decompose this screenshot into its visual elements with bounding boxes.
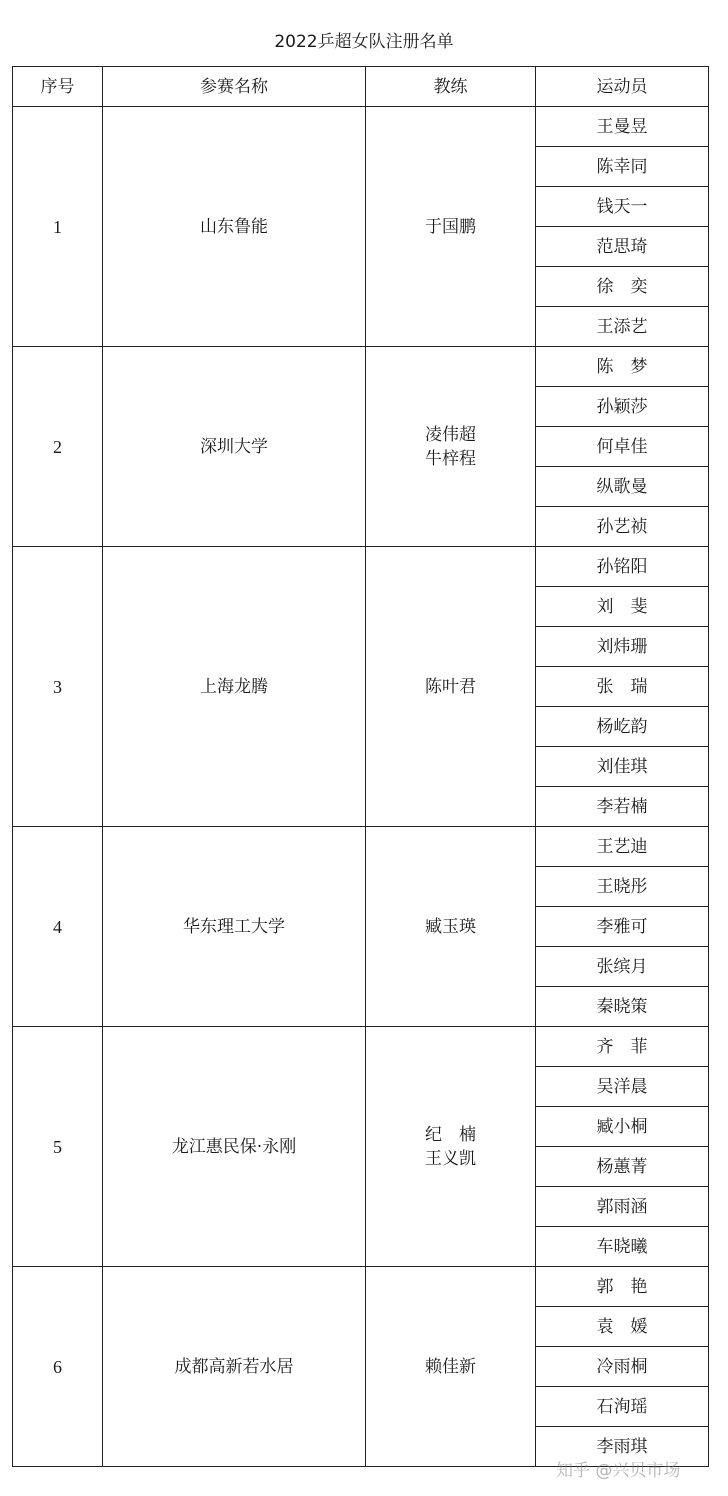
player-name: 陈 梦 (536, 347, 709, 387)
team-name: 深圳大学 (103, 347, 366, 547)
player-name: 郭雨涵 (536, 1187, 709, 1227)
player-name: 袁 媛 (536, 1307, 709, 1347)
player-name: 陈幸同 (536, 147, 709, 187)
team-name: 上海龙腾 (103, 547, 366, 827)
team-index: 3 (13, 547, 103, 827)
team-index: 5 (13, 1027, 103, 1267)
watermark: 知乎 @兴贝市场 (556, 1461, 681, 1481)
coach-name: 赖佳新 (425, 1356, 476, 1377)
player-name: 车晓曦 (536, 1227, 709, 1267)
coach-name: 王义凯 (425, 1148, 476, 1169)
player-name: 刘佳琪 (536, 747, 709, 787)
roster-table (12, 66, 709, 1467)
player-name: 秦晓策 (536, 987, 709, 1027)
coach-name: 牛梓程 (425, 448, 476, 469)
player-name: 冷雨桐 (536, 1347, 709, 1387)
player-name: 王添艺 (536, 307, 709, 347)
team-index: 6 (13, 1267, 103, 1467)
team-index: 2 (13, 347, 103, 547)
team-coaches (366, 1027, 536, 1267)
table-row (13, 547, 709, 587)
player-name: 石洵瑶 (536, 1387, 709, 1427)
coach-name: 纪 楠 (425, 1124, 476, 1145)
header-index: 序号 (13, 67, 103, 107)
team-name: 龙江惠民保·永刚 (103, 1027, 366, 1267)
player-name: 臧小桐 (536, 1107, 709, 1147)
team-name: 华东理工大学 (103, 827, 366, 1027)
player-name: 王艺迪 (536, 827, 709, 867)
coach-name: 陈叶君 (425, 676, 476, 697)
team-coaches (366, 1267, 536, 1467)
player-name: 徐 奕 (536, 267, 709, 307)
table-row (13, 1027, 709, 1067)
coach-name: 凌伟超 (425, 424, 476, 445)
table-row (13, 107, 709, 147)
player-name: 王曼昱 (536, 107, 709, 147)
team-coaches (366, 547, 536, 827)
player-name: 吴洋晨 (536, 1067, 709, 1107)
team-index: 4 (13, 827, 103, 1027)
player-name: 杨蕙菁 (536, 1147, 709, 1187)
player-name: 王晓彤 (536, 867, 709, 907)
player-name: 张 瑞 (536, 667, 709, 707)
player-name: 李雨琪 (536, 1427, 709, 1467)
player-name: 孙艺祯 (536, 507, 709, 547)
team-index: 1 (13, 107, 103, 347)
table-row (13, 827, 709, 867)
coach-name: 于国鹏 (425, 216, 476, 237)
header-team-name: 参赛名称 (103, 67, 366, 107)
player-name: 孙颖莎 (536, 387, 709, 427)
player-name: 杨屹韵 (536, 707, 709, 747)
player-name: 范思琦 (536, 227, 709, 267)
team-coaches (366, 107, 536, 347)
coach-name: 臧玉瑛 (425, 916, 476, 937)
player-name: 齐 菲 (536, 1027, 709, 1067)
player-name: 何卓佳 (536, 427, 709, 467)
player-name: 钱天一 (536, 187, 709, 227)
header-row (13, 67, 709, 107)
team-name: 成都高新若水居 (103, 1267, 366, 1467)
roster-body (13, 107, 709, 1467)
team-coaches (366, 347, 536, 547)
player-name: 纵歌曼 (536, 467, 709, 507)
header-players: 运动员 (536, 67, 709, 107)
player-name: 刘 斐 (536, 587, 709, 627)
table-row (13, 347, 709, 387)
document-title: 2022乒超女队注册名单 (274, 32, 454, 52)
player-name: 张缤月 (536, 947, 709, 987)
player-name: 孙铭阳 (536, 547, 709, 587)
player-name: 李雅可 (536, 907, 709, 947)
player-name: 刘炜珊 (536, 627, 709, 667)
team-coaches (366, 827, 536, 1027)
team-name: 山东鲁能 (103, 107, 366, 347)
player-name: 郭 艳 (536, 1267, 709, 1307)
table-row (13, 1267, 709, 1307)
player-name: 李若楠 (536, 787, 709, 827)
header-coach: 教练 (366, 67, 536, 107)
